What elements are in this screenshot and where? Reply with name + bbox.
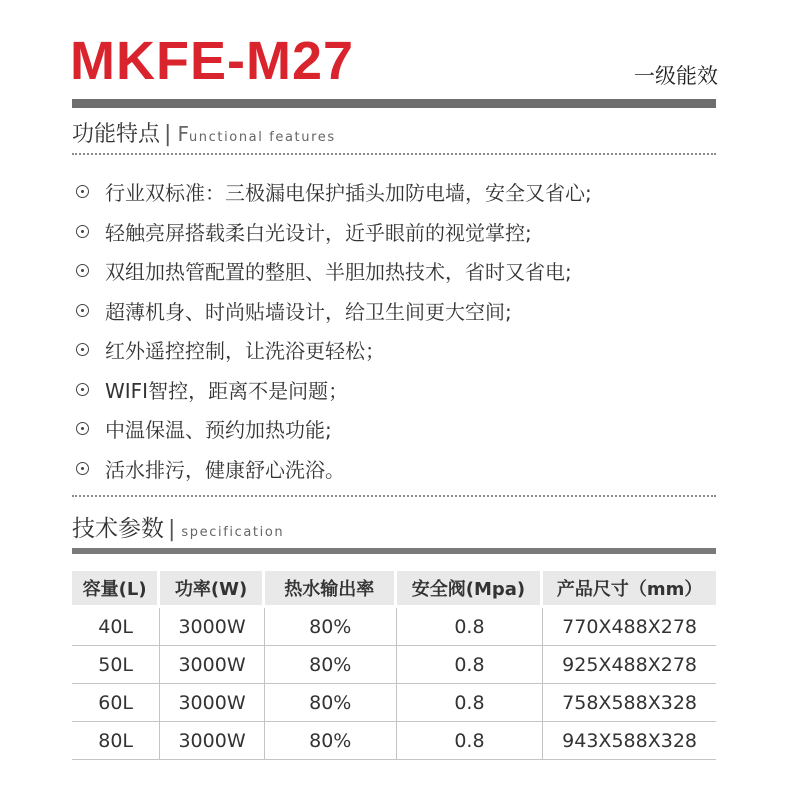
cell-power: 3000W bbox=[160, 608, 265, 646]
feature-list bbox=[76, 172, 592, 488]
column-header-hot-water-output: 热水输出率 bbox=[265, 571, 397, 608]
table-row bbox=[72, 646, 716, 684]
cell-power: 3000W bbox=[160, 722, 265, 760]
table-row bbox=[72, 684, 716, 722]
spec-table bbox=[72, 571, 716, 760]
feature-text: 中温保温、预约加热功能; bbox=[105, 418, 332, 443]
feature-text: 双组加热管配置的整胆、半胆加热技术，省时又省电; bbox=[105, 260, 572, 285]
cell-power: 3000W bbox=[160, 684, 265, 722]
circle-bullet-icon bbox=[76, 304, 89, 317]
features-title-en-rest: unctional features bbox=[188, 130, 336, 145]
cell-safety-valve: 0.8 bbox=[397, 722, 544, 760]
spec-divider bbox=[72, 548, 716, 554]
feature-text: WIFI智控，距离不是问题； bbox=[105, 378, 349, 403]
cell-capacity: 60L bbox=[72, 684, 160, 722]
cell-safety-valve: 0.8 bbox=[397, 684, 544, 722]
column-header-capacity: 容量(L) bbox=[72, 571, 160, 608]
cell-dimensions: 925X488X278 bbox=[543, 646, 716, 684]
cell-dimensions: 770X488X278 bbox=[543, 608, 716, 646]
spec-title-en: specification bbox=[181, 525, 285, 540]
circle-bullet-icon bbox=[76, 462, 89, 475]
feature-item bbox=[76, 291, 592, 331]
cell-safety-valve: 0.8 bbox=[397, 608, 544, 646]
cell-dimensions: 758X588X328 bbox=[543, 684, 716, 722]
features-dotted-divider bbox=[72, 153, 716, 155]
cell-hot-water-output: 80% bbox=[265, 684, 397, 722]
feature-item bbox=[76, 449, 592, 489]
column-header-power: 功率(W) bbox=[160, 571, 265, 608]
feature-text: 超薄机身、时尚贴墙设计，给卫生间更大空间; bbox=[105, 299, 512, 324]
cell-power: 3000W bbox=[160, 646, 265, 684]
features-heading bbox=[72, 117, 336, 148]
cell-dimensions: 943X588X328 bbox=[543, 722, 716, 760]
features-title-separator: | bbox=[164, 122, 172, 147]
cell-safety-valve: 0.8 bbox=[397, 646, 544, 684]
feature-text: 行业双标准：三极漏电保护插头加防电墙，安全又省心; bbox=[105, 181, 592, 206]
cell-capacity: 40L bbox=[72, 608, 160, 646]
cell-capacity: 80L bbox=[72, 722, 160, 760]
spec-title-separator: | bbox=[168, 517, 176, 542]
feature-item bbox=[76, 370, 592, 410]
circle-bullet-icon bbox=[76, 185, 89, 198]
energy-efficiency-label: 一级能效 bbox=[634, 64, 718, 88]
spec-title-cn: 技术参数 bbox=[72, 516, 164, 542]
feature-text: 活水排污，健康舒心洗浴。 bbox=[105, 457, 345, 482]
circle-bullet-icon bbox=[76, 225, 89, 238]
cell-hot-water-output: 80% bbox=[265, 646, 397, 684]
cell-capacity: 50L bbox=[72, 646, 160, 684]
column-header-dimensions: 产品尺寸（mm） bbox=[543, 571, 716, 608]
cell-hot-water-output: 80% bbox=[265, 722, 397, 760]
header-divider bbox=[72, 99, 716, 108]
feature-item bbox=[76, 409, 592, 449]
features-title-cn: 功能特点 bbox=[72, 122, 161, 147]
features-title-en bbox=[177, 122, 335, 146]
circle-bullet-icon bbox=[76, 264, 89, 277]
spec-heading bbox=[72, 510, 284, 543]
spec-table-header bbox=[72, 571, 716, 608]
table-row bbox=[72, 722, 716, 760]
feature-item bbox=[76, 330, 592, 370]
table-row bbox=[72, 608, 716, 646]
circle-bullet-icon bbox=[76, 343, 89, 356]
spec-dotted-divider bbox=[72, 495, 716, 497]
features-title-en-initial: F bbox=[177, 122, 189, 146]
feature-item bbox=[76, 251, 592, 291]
feature-text: 轻触亮屏搭载柔白光设计，近乎眼前的视觉掌控; bbox=[105, 220, 532, 245]
model-title: MKFE-M27 bbox=[70, 31, 355, 91]
column-header-safety-valve: 安全阀(Mpa) bbox=[397, 571, 544, 608]
cell-hot-water-output: 80% bbox=[265, 608, 397, 646]
circle-bullet-icon bbox=[76, 422, 89, 435]
feature-item bbox=[76, 212, 592, 252]
circle-bullet-icon bbox=[76, 383, 89, 396]
feature-text: 红外遥控控制，让洗浴更轻松； bbox=[105, 339, 385, 364]
feature-item bbox=[76, 172, 592, 212]
